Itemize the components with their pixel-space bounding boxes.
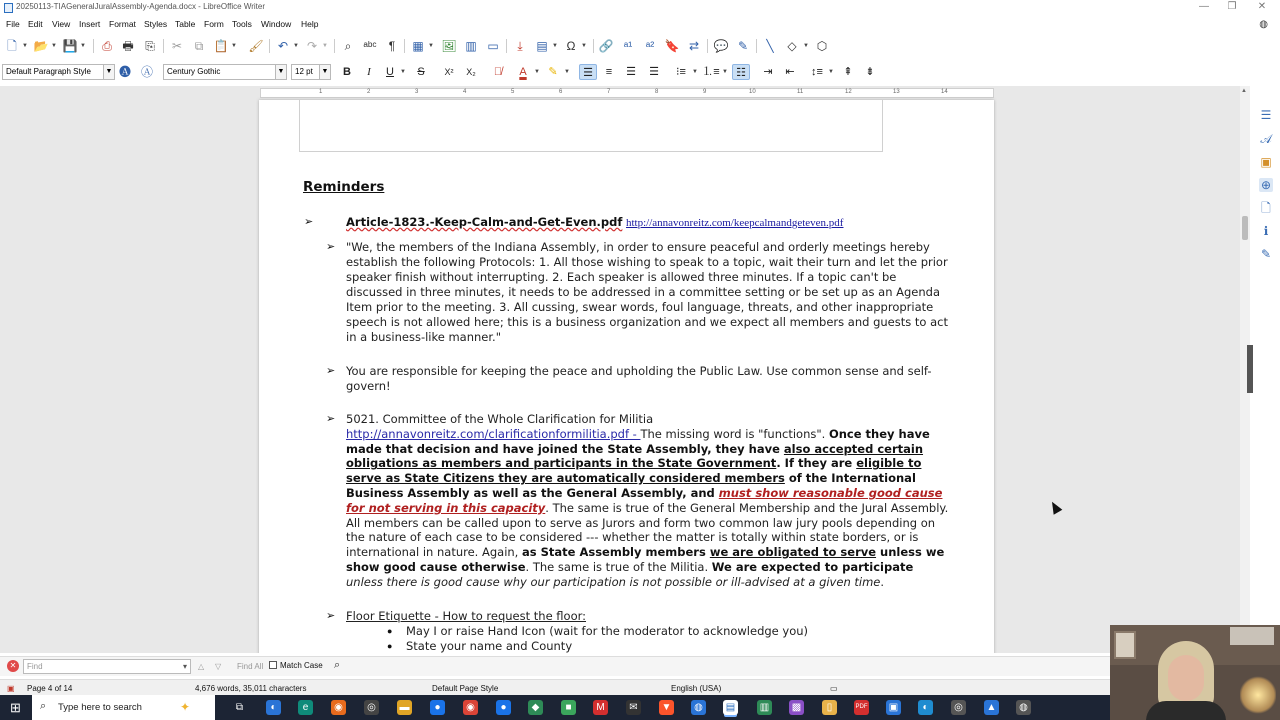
toolbar-divider <box>334 39 335 53</box>
windows-taskbar <box>0 695 1280 720</box>
arrow-bullet-icon: ➢ <box>304 216 314 228</box>
arrow-bullet-icon: ➢ <box>326 365 336 377</box>
taskbar-search-placeholder: Type here to search <box>58 702 142 713</box>
toolbar-divider <box>93 39 94 53</box>
font-name-select[interactable] <box>163 64 287 80</box>
pdf-reader-icon[interactable]: PDF <box>854 700 869 715</box>
text-run: . <box>880 574 885 589</box>
window-title: 20250113-TIAGeneralJuralAssembly-Agenda.docx - LibreOffice Writer <box>16 2 266 11</box>
underline-button[interactable]: U <box>386 66 394 78</box>
menu-insert[interactable]: Insert <box>79 19 101 29</box>
find-input-placeholder: Find <box>27 662 43 671</box>
text-run: unless we show good cause otherwise <box>346 545 945 574</box>
font-color-button[interactable]: A <box>519 66 527 78</box>
reminders-heading: Reminders <box>303 179 385 195</box>
line-icon[interactable]: ╲ <box>766 39 774 53</box>
standard-toolbar <box>0 34 1240 58</box>
arrow-bullet-icon: ➢ <box>326 241 336 253</box>
open-folder-icon[interactable]: 📂 <box>33 39 49 53</box>
app-icon[interactable]: ◍ <box>1016 700 1031 715</box>
spellcheck-icon[interactable]: ᵃᵇᶜ <box>363 39 377 53</box>
floor-etiquette-title: Floor Etiquette - How to request the floor: <box>346 609 587 623</box>
page-break-icon[interactable]: ⤓ <box>517 39 523 53</box>
app-icon[interactable]: ◎ <box>951 700 966 715</box>
chevron-down-icon[interactable]: ▼ <box>293 43 299 49</box>
track-changes-icon[interactable]: ✎ <box>737 39 749 53</box>
floor-etiquette-step: State your name and County <box>406 639 573 653</box>
app-icon[interactable]: ✉ <box>626 700 641 715</box>
menu-styles[interactable]: Styles <box>144 19 168 29</box>
globe-icon[interactable]: ◍ <box>1259 19 1268 30</box>
new-document-icon[interactable]: 🗋 <box>7 39 17 53</box>
chevron-down-icon[interactable]: ▼ <box>22 43 28 49</box>
status-bar <box>0 679 1110 695</box>
article-link[interactable]: http://annavonreitz.com/keepcalmandgeteven.pdf <box>626 217 844 229</box>
chrome-icon[interactable]: ◉ <box>463 700 478 715</box>
round-bullet-icon: ● <box>387 641 393 651</box>
writer-app-icon <box>4 3 13 13</box>
text-run: We are expected to participate <box>711 559 914 574</box>
insert-field-icon[interactable]: ▤ <box>536 39 548 53</box>
new-style-icon[interactable]: Ⓐ <box>140 65 153 79</box>
toolbar-divider <box>269 39 270 53</box>
find-input[interactable] <box>23 659 191 674</box>
sidebar-deck <box>1254 100 1280 280</box>
page-style-status[interactable]: Default Page Style <box>432 684 499 693</box>
app-icon[interactable]: ◐ <box>918 700 933 715</box>
text-run: The missing word is "functions". <box>640 426 829 441</box>
app-icon[interactable]: ● <box>430 700 445 715</box>
document-page[interactable] <box>259 100 994 653</box>
chevron-down-icon[interactable]: ▼ <box>552 43 558 49</box>
brave-icon[interactable]: ▼ <box>659 700 674 715</box>
menu-edit[interactable]: Edit <box>28 19 43 29</box>
clone-formatting-icon[interactable]: 🖌 <box>248 39 264 53</box>
scroll-up-icon[interactable]: ▲ <box>1241 88 1247 94</box>
text-run: also accepted certain obligations as members and participants in the State Government <box>346 441 924 471</box>
toolbar-divider <box>756 39 757 53</box>
formatting-marks-icon[interactable]: ¶ <box>388 39 396 53</box>
app-icon[interactable]: ● <box>496 700 511 715</box>
paste-icon[interactable]: 📋 <box>213 39 229 53</box>
hyperlink-icon[interactable]: 🔗 <box>598 39 614 53</box>
insert-image-icon[interactable]: 🖼 <box>441 39 457 53</box>
text-run: . The same is true of the Militia. <box>525 559 712 574</box>
militia-link[interactable]: http://annavonreitz.com/clarificationformilitia.pdf <box>346 426 629 441</box>
chevron-down-icon[interactable]: ▼ <box>231 43 237 49</box>
windows-start-icon[interactable]: ⊞ <box>10 700 21 715</box>
document-area[interactable] <box>0 86 1240 653</box>
chevron-down-icon[interactable]: ▼ <box>803 43 809 49</box>
save-icon[interactable]: 💾 <box>62 39 78 53</box>
app-icon[interactable]: ▯ <box>822 700 837 715</box>
paragraph-style-value: Default Paragraph Style <box>6 67 91 76</box>
insert-textbox-icon[interactable]: ▭ <box>487 39 499 53</box>
firefox-icon[interactable]: ◉ <box>331 700 346 715</box>
print-icon[interactable]: 🖶 <box>122 39 134 53</box>
toolbar-divider <box>404 39 405 53</box>
app-icon[interactable]: ◎ <box>364 700 379 715</box>
chevron-down-icon[interactable]: ▼ <box>51 43 57 49</box>
export-pdf-icon[interactable]: ⎙ <box>102 39 112 53</box>
gallery-icon[interactable]: ▣ <box>1260 155 1272 169</box>
libreoffice-writer-icon[interactable]: ▤ <box>723 700 738 715</box>
properties-icon[interactable]: ☰ <box>1260 108 1272 122</box>
chevron-down-icon[interactable]: ▼ <box>103 65 114 79</box>
presenter-body <box>1146 701 1226 720</box>
styles-icon[interactable]: 𝒜 <box>1260 132 1272 146</box>
find-replace-icon[interactable]: ⌕ <box>344 39 352 53</box>
chevron-down-icon[interactable]: ▼ <box>428 43 434 49</box>
app-icon[interactable]: ▩ <box>789 700 804 715</box>
highlight-icon[interactable]: ✎ <box>548 66 558 78</box>
edge-icon[interactable]: e <box>298 700 313 715</box>
chevron-down-icon[interactable]: ▼ <box>275 65 286 79</box>
file-explorer-icon[interactable]: ▬ <box>397 700 412 715</box>
selection-mode-icon[interactable]: ▭ <box>830 684 838 693</box>
update-style-icon[interactable]: 🅐 <box>118 65 131 79</box>
webcam-overlay <box>1110 625 1280 720</box>
menu-bar <box>0 16 1280 32</box>
formatting-toolbar <box>0 61 1240 83</box>
basic-shapes-icon[interactable]: ◇ <box>787 39 797 53</box>
chevron-down-icon[interactable]: ▼ <box>564 69 570 75</box>
search-icon: ⌕ <box>40 700 47 712</box>
undo-icon[interactable]: ↶ <box>277 39 289 53</box>
chevron-down-icon[interactable]: ▼ <box>828 69 834 75</box>
text-run: we are obligated to serve <box>709 545 877 560</box>
print-preview-icon[interactable]: ⎘ <box>145 39 155 53</box>
find-toolbar <box>0 656 1110 676</box>
arrow-bullet-icon: ➢ <box>326 610 336 622</box>
find-replace-dialog-icon[interactable]: ⌕ <box>334 659 341 671</box>
page-number-status[interactable]: Page 4 of 14 <box>27 684 73 693</box>
militia-title: 5021. Committee of the Whole Clarification for Militia <box>346 412 654 426</box>
article-filename: Article-1823.-Keep-Calm-and-Get-Even.pdf <box>346 215 623 229</box>
text-run: as State Assembly members <box>522 545 710 560</box>
chevron-down-icon[interactable]: ▼ <box>722 69 728 75</box>
chevron-down-icon[interactable]: ▼ <box>319 65 330 79</box>
match-case-checkbox[interactable] <box>269 661 323 670</box>
subscript-button[interactable]: X₂ <box>466 67 476 77</box>
manage-changes-icon[interactable]: ✎ <box>1260 247 1272 261</box>
string-lights <box>1240 675 1276 715</box>
find-next-icon[interactable]: ▽ <box>215 662 222 671</box>
digital-signature-icon[interactable]: ▣ <box>7 684 15 693</box>
numbered-list-icon[interactable]: ⒈≡ <box>702 66 720 78</box>
toolbar-divider <box>707 39 708 53</box>
militia-clarification-paragraph <box>346 412 951 590</box>
align-left-button[interactable]: ☰ <box>579 64 597 80</box>
menu-tools[interactable]: Tools <box>232 19 252 29</box>
clear-formatting-icon[interactable]: Ａ̸ <box>493 66 503 78</box>
menu-form[interactable]: Form <box>204 19 224 29</box>
draw-functions-icon[interactable]: ⬡ <box>816 39 828 53</box>
justify-button[interactable]: ☰ <box>649 66 659 78</box>
app-icon[interactable]: ◍ <box>691 700 706 715</box>
find-all-button[interactable]: Find All <box>237 662 264 671</box>
bookmark-icon[interactable]: 🔖 <box>664 39 680 53</box>
chevron-down-icon[interactable]: ▾ <box>183 662 188 671</box>
taskbar-search[interactable] <box>32 695 215 720</box>
text-run: Once they have made that decision and have joined the State Assembly, they have <box>346 426 930 456</box>
copy-icon[interactable]: ⧉ <box>194 39 204 53</box>
toolbar-divider <box>163 39 164 53</box>
page-icon[interactable]: 🗋 <box>1261 201 1271 215</box>
close-find-icon[interactable]: ✕ <box>7 660 19 672</box>
restore-button[interactable]: ❐ <box>1227 1 1237 12</box>
copilot-sparkle-icon: ✦ <box>180 700 191 714</box>
text-run: . The same is true of the General Membership and the Jural Assembly. All members can be called upon to serve as Jurors and form two common law jury pools depending on the nature of each case to be considered --- whether the matter is totally within state borders, or is international in nature. Again, <box>346 500 949 560</box>
cut-icon[interactable]: ✂ <box>171 39 183 53</box>
picture-frame <box>1114 631 1136 659</box>
paragraph-spacing-increase-icon[interactable]: ⇞ <box>843 66 853 78</box>
chevron-down-icon[interactable]: ▼ <box>400 69 406 75</box>
round-bullet-icon: ● <box>387 626 393 636</box>
arrow-bullet-icon: ➢ <box>326 413 336 425</box>
app-icon[interactable]: ■ <box>561 700 576 715</box>
increase-indent-icon[interactable]: ⇥ <box>763 66 773 78</box>
sidebar-collapse-handle[interactable] <box>1247 345 1253 393</box>
scrollbar-thumb[interactable] <box>1242 216 1248 240</box>
align-right-button[interactable]: ☰ <box>626 66 636 78</box>
menu-table[interactable]: Table <box>175 19 196 29</box>
mouse-cursor-icon <box>1048 499 1063 514</box>
strikethrough-button[interactable]: S <box>417 66 425 78</box>
app-icon[interactable]: ▥ <box>757 700 772 715</box>
text-run: of the International Business Assembly as well as the General Assembly, and <box>346 471 916 500</box>
find-previous-icon[interactable]: △ <box>198 662 205 671</box>
menu-format[interactable]: Format <box>109 19 136 29</box>
chevron-down-icon[interactable]: ▼ <box>322 43 328 49</box>
endnote-icon[interactable]: ᵃ² <box>645 39 655 53</box>
chevron-down-icon[interactable]: ▼ <box>80 43 86 49</box>
close-button[interactable]: ✕ <box>1257 1 1267 12</box>
navigator-icon[interactable]: ⊕ <box>1260 178 1272 192</box>
app-icon[interactable]: ◆ <box>528 700 543 715</box>
toolbar-divider <box>593 39 594 53</box>
text-run: unless there is good cause why our participation is not possible or ill-advised at a given time <box>346 574 881 589</box>
bullet-list-icon[interactable]: ⁝≡ <box>676 66 686 78</box>
outline-format-icon[interactable]: ☷ <box>732 64 750 80</box>
italic-button[interactable]: I <box>367 66 371 78</box>
menu-window[interactable]: Window <box>261 19 292 29</box>
chevron-down-icon[interactable]: ▼ <box>692 69 698 75</box>
match-case-label: Match Case <box>280 661 323 670</box>
superscript-button[interactable]: X² <box>444 67 454 77</box>
cross-reference-icon[interactable]: ⇄ <box>688 39 700 53</box>
special-character-icon[interactable]: Ω <box>566 39 576 53</box>
paragraph-style-select[interactable] <box>2 64 115 80</box>
link-separator: - <box>629 426 641 441</box>
bold-button[interactable]: B <box>343 66 351 78</box>
text-run: eligible to serve as State Citizens they are automatically considered members <box>346 456 922 486</box>
copilot-icon[interactable]: ◐ <box>266 700 281 715</box>
presenter-face <box>1168 655 1204 701</box>
insert-chart-icon[interactable]: ▥ <box>465 39 477 53</box>
wall-sign <box>1230 627 1274 645</box>
app-icon[interactable]: M <box>593 700 608 715</box>
protocols-paragraph: "We, the members of the Indiana Assembly, in order to ensure peaceful and orderly meetings hereby establish the following Protocols: 1. All those wishing to speak to a topic, wait their turn and let the prior speaker finish without interrupting. 2. Each speaker is allowed three minutes. If a topic can't be discussed in three minutes, it needs to be addressed in a committee setting or be set up as an Agenda Item prior to the meeting. 3. All cussing, swear words, foul language, threats, and other inappropriate speech is not allowed here; this is a business organization and we expect all members and guests to act in a business-like manner." <box>346 240 948 344</box>
language-status[interactable]: English (USA) <box>671 684 722 693</box>
text-frame <box>299 100 883 152</box>
align-center-button[interactable]: ≡ <box>605 66 613 78</box>
footnote-icon[interactable]: ᵃ¹ <box>623 39 633 53</box>
font-size-value: 12 pt <box>295 67 313 76</box>
text-run: . If they are <box>776 456 857 471</box>
comment-icon[interactable]: 💬 <box>713 39 729 53</box>
checkbox-icon <box>269 661 277 669</box>
chevron-down-icon[interactable]: ▼ <box>534 69 540 75</box>
toolbar-divider <box>506 39 507 53</box>
menu-help[interactable]: Help <box>301 19 319 29</box>
title-bar <box>0 0 1280 16</box>
decrease-indent-icon[interactable]: ⇤ <box>785 66 795 78</box>
text-run: must show reasonable good cause for not serving in this capacity <box>346 485 943 515</box>
menu-view[interactable]: View <box>52 19 71 29</box>
floor-etiquette-step: May I or raise Hand Icon (wait for the moderator to acknowledge you) <box>406 624 809 638</box>
redo-icon[interactable]: ↷ <box>306 39 318 53</box>
insert-table-icon[interactable]: ▦ <box>412 39 424 53</box>
style-inspector-icon[interactable]: ℹ <box>1263 224 1269 238</box>
list-item <box>346 215 951 231</box>
font-name-value: Century Gothic <box>167 67 221 76</box>
paragraph-spacing-decrease-icon[interactable]: ⇟ <box>865 66 875 78</box>
chevron-down-icon[interactable]: ▼ <box>581 43 587 49</box>
font-size-select[interactable] <box>291 64 331 80</box>
task-view-icon[interactable]: ⧉ <box>235 702 244 713</box>
minimize-button[interactable]: — <box>1199 1 1209 12</box>
app-icon[interactable]: ▲ <box>984 700 999 715</box>
menu-file[interactable]: File <box>6 19 20 29</box>
app-icon[interactable]: ▣ <box>886 700 901 715</box>
horizontal-ruler[interactable]: 1 2 3 4 5 6 7 8 9 10 11 12 13 14 <box>260 88 994 98</box>
responsibility-paragraph: You are responsible for keeping the peace and upholding the Public Law. Use common sense and self-govern! <box>346 364 932 393</box>
line-spacing-icon[interactable]: ↕≡ <box>811 66 823 78</box>
word-count-status[interactable]: 4,676 words, 35,011 characters <box>195 684 307 693</box>
